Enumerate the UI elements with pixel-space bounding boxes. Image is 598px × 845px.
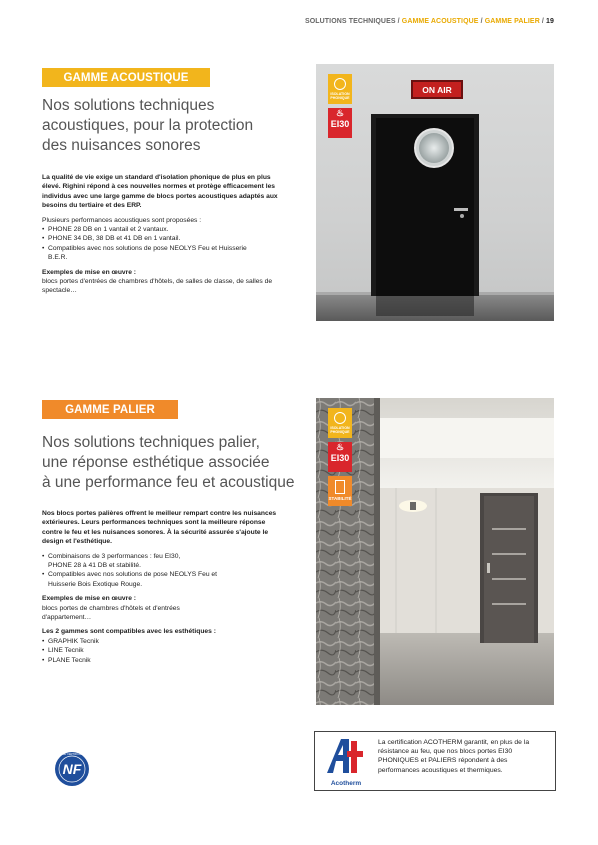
on-air-sign: ON AIR [411,80,463,99]
ear-icon [334,78,346,90]
intro-text: La qualité de vie exige un standard d'isolation phonique de plus en plus élevé. Righini répond à ces nouvelles normes et protège efficacement les individus avec une large gamme de blocs portes acoustiques adaptés aux besoins du tertiaire et des ERP. [42,174,278,210]
fire-extinguisher-icon: ♨ [335,108,345,118]
section-tag-acoustique: GAMME ACOUSTIQUE [42,68,210,87]
photo-palier-door [316,398,554,705]
acotherm-certification-box [314,731,556,791]
page-header [305,18,554,25]
gammes-title: Les 2 gammes sont compatibles avec les esthétiques : [42,628,216,636]
lead-line: Nos solutions techniques palier, [42,434,260,451]
body-acoustique [42,173,282,301]
badge-stabilite [328,476,352,506]
badge-label: ISOLATION PHONIQUE [330,92,350,100]
perf-list [42,552,242,590]
header-separator: / [395,18,402,25]
body-palier [42,509,282,670]
perf-list [42,225,282,263]
lead-acoustique [42,96,253,156]
badge-label: EI30 [330,453,350,463]
list-item: • Combinaisons de 3 performances : feu EI30, PHONE 28 à 41 DB et stabilité. [42,552,198,571]
header-separator: / [539,18,546,25]
perf-title: Plusieurs performances acoustiques sont proposées : [42,216,202,224]
list-item: • Compatibles avec nos solutions de pose NEOLYS Feu et Huisserie B.E.R. [42,244,248,263]
badge-isolation-phonique [328,408,352,438]
acotherm-logo [321,737,371,785]
list-item: • PHONE 28 DB en 1 vantail et 2 vantaux. [42,225,282,234]
badge-isolation-phonique [328,74,352,104]
nf-ring-text: AFNOR CERTIFICATION [57,753,87,756]
badge-ei30 [328,442,352,472]
examples-text: blocs portes de chambres d'hôtels et d'entrées d'appartement… [42,604,180,622]
certification-text: La certification ACOTHERM garantit, en plus de la résistance au feu, que nos blocs portes EI30 PHONIQUES et PALIERS répondent à des performances acoustiques et thermiques. [378,739,530,774]
badge-label: EI30 [330,119,350,129]
acotherm-logo-text: Acotherm [330,780,362,787]
page-number: 19 [546,18,554,25]
examples-title: Exemples de mise en œuvre : [42,595,137,603]
list-item: • LINE Tecnik [42,646,282,655]
badge-label: ISOLATION PHONIQUE [330,426,350,434]
header-separator: / [478,18,485,25]
examples-text: blocs portes d'entrées de chambres d'hôtels, de salles de classe, de salles de spectacle… [42,278,273,295]
header-gamme-palier: GAMME PALIER [484,18,540,25]
fire-extinguisher-icon: ♨ [335,442,345,452]
list-item: • GRAPHIK Tecnik [42,637,282,646]
lead-line: des nuisances sonores [42,137,201,154]
section-tag-palier: GAMME PALIER [42,400,178,419]
lead-line: acoustiques, pour la protection [42,117,254,134]
nf-label: NF [62,761,82,777]
header-section: SOLUTIONS TECHNIQUES [304,18,396,25]
lead-palier [42,433,294,493]
badge-ei30 [328,108,352,138]
gammes-list [42,637,282,665]
header-gamme-acoustique: GAMME ACOUSTIQUE [401,18,479,25]
intro-text: Nos blocs portes palières offrent le meilleur rempart contre les nuisances extérieures. Leurs performances techniques sont la meilleure réponse contre le feu et les nuisances sonores. À la sécurité assurée s'ajoute le design et l'esthétique. [42,510,277,546]
ear-icon [334,412,346,424]
lead-line: une réponse esthétique associée [42,454,270,471]
list-item: • PHONE 34 DB, 38 DB et 41 DB en 1 vantail. [42,234,282,243]
door-stability-icon [335,480,345,494]
lead-line: à une performance feu et acoustique [42,474,295,491]
list-item: • Compatibles avec nos solutions de pose NEOLYS Feu et Huisserie Bois Exotique Rouge. [42,570,242,589]
nf-certification-logo [54,751,90,792]
lead-line: Nos solutions techniques [42,97,215,114]
photo-acoustic-door [316,64,554,321]
examples-title: Exemples de mise en œuvre : [42,268,137,276]
list-item: • PLANE Tecnik [42,656,282,665]
badge-label: STABILITÉ [328,496,352,501]
